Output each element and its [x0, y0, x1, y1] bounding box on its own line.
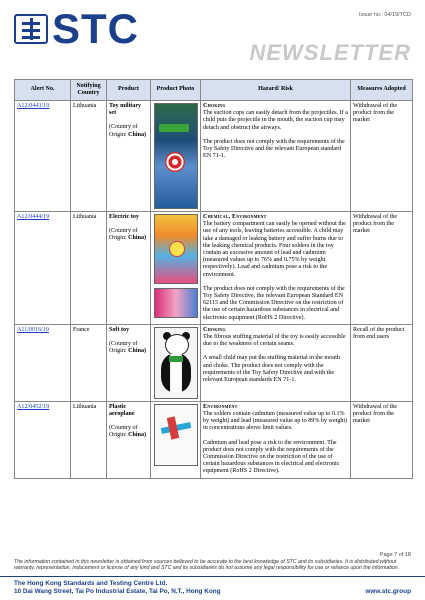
table-row — [15, 212, 413, 325]
product-cell — [107, 101, 151, 212]
product-photo-cell — [151, 212, 201, 325]
hazard-type: Chemical, Environment — [203, 214, 267, 220]
company-name: The Hong Kong Standards and Testing Centre Ltd. — [14, 580, 168, 587]
hazard-description: The fibrous stuffing material of the toy is easily accessible due to the weakness of certain seams. — [203, 334, 346, 348]
company-address: 10 Dai Wang Street, Tai Po Industrial Estate, Tai Po, N.T., Hong Kong — [14, 588, 221, 595]
hazard-compliance: The product does not comply with the requirements of the Toy Safety Directive, the relevant European Standard EN 62115 and the Commission Directive on the restriction of the use of certain hazardous substances in electrical and electronic equipment (RoHS 2 Directive). — [203, 285, 345, 321]
product-photo-panda-soft-toy — [154, 327, 198, 399]
hazard-cell — [201, 401, 351, 478]
hazard-cell — [201, 101, 351, 212]
hazard-compliance: A small child may put the stuffing material in the mouth and choke. The product does not comply with the requirements of the Toy Safety Directive and with the relevant European standards EN 71-1. — [203, 355, 340, 384]
hazard-cell — [201, 212, 351, 325]
table-row — [15, 401, 413, 478]
notifying-country: Lithuania — [71, 212, 107, 325]
hazard-type: Choking — [203, 326, 226, 333]
hazard-description: The battery compartment can easily be opened without the use of any tools, leaving batteries accessible. A child may take a damaged or leaking battery and suffer burns due to the leaking chemical products. Four solders in the toy contain an excessive amount of lead and cadmium (measured values up to 76% and 0.75% by weight respectively). Lead and cadmium pose a risk to the environment. — [203, 221, 346, 278]
product-photo-cell — [151, 101, 201, 212]
disclaimer-text: The information contained in this newsletter is obtained from sources believed to be accurate to the best knowledge of STC and its subsidiaries. It is distributed without warranty, representation, inducement or license of any kind and STC and its subsidiaries do not assume any legal responsibility for use or reliance upon the information. — [14, 559, 400, 572]
origin-label: (Country of Origin: — [109, 228, 138, 242]
origin-label: (Country of Origin: — [109, 341, 138, 355]
issue-number: Issue no.: 04/19/TCD — [359, 12, 411, 18]
company-info — [14, 580, 221, 596]
page-header — [0, 0, 425, 78]
hazard-compliance: Cadmium and lead pose a risk to the environment. The product does not comply with the requirements of the Commission Directive on the restriction of the use of certain hazardous substances in electrical and electronic equipment (RoHS 2 Directive). — [203, 439, 340, 475]
hazard-cell — [201, 324, 351, 401]
table-header-row — [15, 80, 413, 101]
origin-label: (Country of Origin: — [109, 425, 138, 439]
table-row — [15, 324, 413, 401]
product-name: Toy military set — [109, 103, 142, 117]
alerts-table — [14, 79, 413, 479]
product-photo-military-set — [154, 103, 198, 209]
product-photo-electric-toy — [154, 214, 198, 284]
col-product: Product — [107, 80, 151, 101]
col-product-photo: Product Photo — [151, 80, 201, 101]
hazard-type: Choking — [203, 103, 226, 109]
product-photo-cell — [151, 401, 201, 478]
product-name: Electric toy — [109, 214, 139, 220]
measures-adopted: Withdrawal of the product from the market — [351, 212, 413, 325]
alert-link[interactable]: A12/0452/19 — [17, 403, 50, 410]
col-alert-no: Alert No. — [15, 80, 71, 101]
footer-divider — [0, 576, 425, 577]
logo-text: STC — [52, 5, 139, 52]
table-row — [15, 101, 413, 212]
measures-adopted: Withdrawal of the product from the market — [351, 101, 413, 212]
measures-adopted: Recall of the product from end users — [351, 324, 413, 401]
origin-value: China) — [128, 235, 147, 242]
product-name: Soft toy — [109, 326, 130, 333]
product-cell — [107, 324, 151, 401]
col-notifying-country: Notifying Country — [71, 80, 107, 101]
page-number: Page 7 of 18 — [379, 552, 411, 558]
hazard-type: Environment — [203, 403, 238, 410]
alert-link[interactable]: A11/0016/19 — [17, 326, 49, 333]
hazard-description: The suction cups can easily detach from the projectiles. If a child puts the projectile in the mouth, the suction cup may detach and obstruct the airways. — [203, 110, 349, 131]
product-cell — [107, 401, 151, 478]
product-cell — [107, 212, 151, 325]
col-hazard-risk: Hazard/ Risk — [201, 80, 351, 101]
product-photo-plastic-aeroplane — [154, 404, 198, 466]
product-photo-electric-toy-detail — [154, 288, 198, 318]
hazard-description: The solders contain cadmium (measured value up to 0.1% by weight) and lead (measured value up to 89% by weight) in concentrations above limit values. — [203, 411, 348, 432]
origin-value: China) — [128, 432, 147, 439]
col-measures-adopted: Measures Adopted — [351, 80, 413, 101]
hazard-compliance: The product does not comply with the requirements of the Toy Safety Directive and the relevant European standard EN 71-1. — [203, 138, 345, 160]
alert-link[interactable]: A12/0443/19 — [17, 103, 50, 109]
measures-adopted: Withdrawal of the product from the market — [351, 401, 413, 478]
website-link[interactable]: www.stc.group — [365, 588, 411, 595]
notifying-country: Lithuania — [71, 101, 107, 212]
newsletter-title: NEWSLETTER — [249, 40, 411, 65]
origin-label: (Country of Origin: — [109, 124, 138, 138]
origin-value: China) — [128, 131, 147, 138]
alert-link[interactable]: A12/0444/19 — [17, 214, 50, 220]
product-name: Plastic aeroplane — [109, 403, 135, 418]
stc-logo-icon — [14, 14, 48, 44]
origin-value: China) — [128, 348, 147, 355]
notifying-country: France — [71, 324, 107, 401]
notifying-country: Lithuania — [71, 401, 107, 478]
product-photo-cell — [151, 324, 201, 401]
